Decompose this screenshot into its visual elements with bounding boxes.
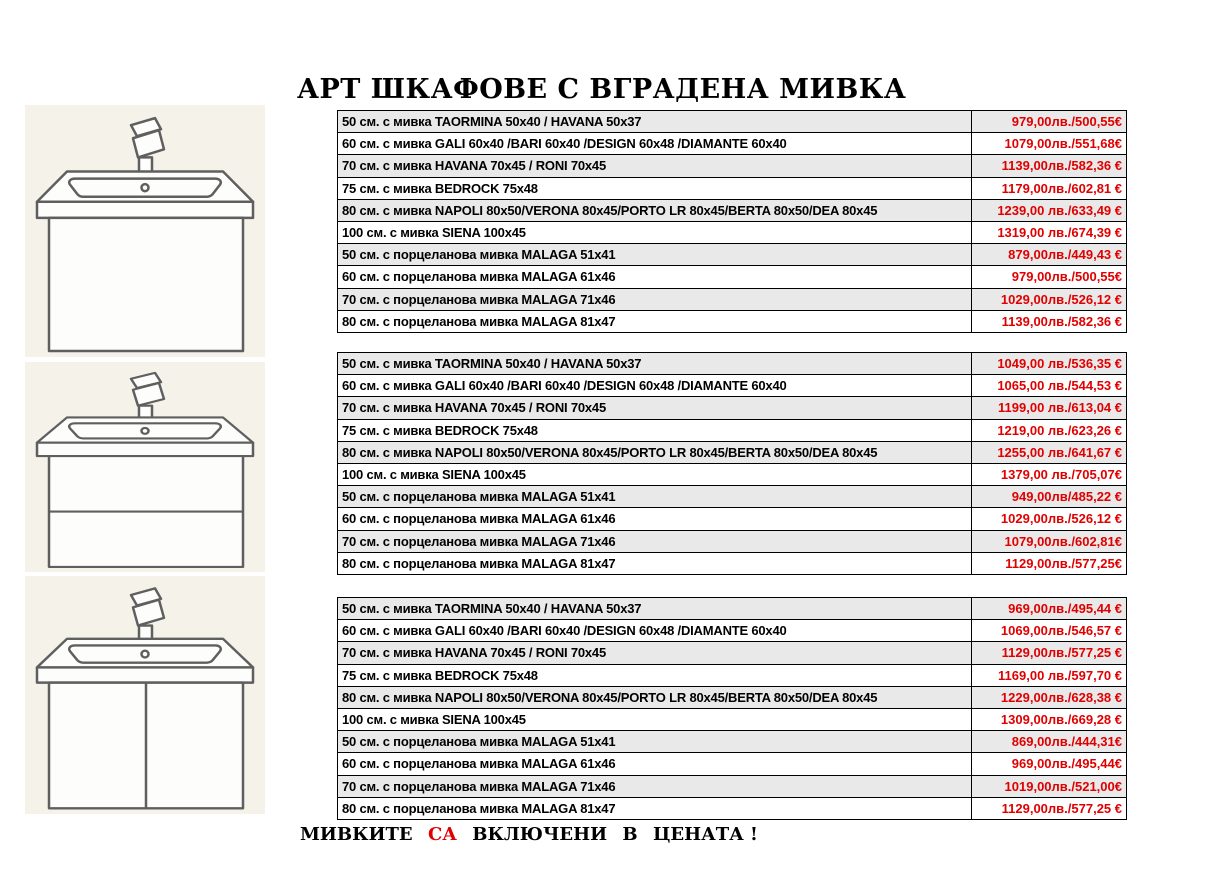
product-price: 1179,00лв./602,81 €: [972, 177, 1127, 199]
product-price: 1199,00 лв./613,04 €: [972, 397, 1127, 419]
product-label: 50 см. с мивка TAORMINA 50x40 / HAVANA 50x37: [338, 598, 972, 620]
product-label: 50 см. с мивка TAORMINA 50x40 / HAVANA 50x37: [338, 111, 972, 133]
product-price: 1069,00лв./546,57 €: [972, 620, 1127, 642]
table-row: [338, 775, 1127, 797]
product-label: 50 см. с порцеланова мивка MALAGA 51x41: [338, 731, 972, 753]
overflow-hole: [142, 428, 149, 434]
table-row: [338, 375, 1127, 397]
overflow-hole: [142, 651, 149, 658]
table-row: [338, 753, 1127, 775]
product-label: 70 см. с порцеланова мивка MALAGA 71x46: [338, 775, 972, 797]
product-price: 1065,00 лв./544,53 €: [972, 375, 1127, 397]
table-row: [338, 177, 1127, 199]
product-price: 1169,00 лв./597,70 €: [972, 664, 1127, 686]
vanity-drawing-plain-front: [25, 105, 265, 357]
product-label: 80 см. с мивка NAPOLI 80x50/VERONA 80x45/PORTO LR 80x45/BERTA 80x50/DEA 80x45: [338, 686, 972, 708]
product-label: 60 см. с мивка GALI 60x40 /BARI 60x40 /DESIGN 60x48 /DIAMANTE 60x40: [338, 133, 972, 155]
product-price: 969,00лв./495,44€: [972, 753, 1127, 775]
product-price: 1139,00лв./582,36 €: [972, 310, 1127, 332]
table-row: [338, 266, 1127, 288]
product-price: 1019,00лв./521,00€: [972, 775, 1127, 797]
table-row: [338, 199, 1127, 221]
product-label: 75 см. с мивка BEDROCK 75x48: [338, 664, 972, 686]
footer-word: В: [622, 824, 638, 845]
product-label: 80 см. с порцеланова мивка MALAGA 81x47: [338, 552, 972, 574]
product-price: 1079,00лв./602,81€: [972, 530, 1127, 552]
product-label: 60 см. с порцеланова мивка MALAGA 61x46: [338, 508, 972, 530]
sink-front-edge: [37, 443, 253, 456]
vanity-drawing-two-doors: [25, 576, 265, 814]
table-row: [338, 797, 1127, 819]
table-row: [338, 642, 1127, 664]
product-price: 979,00лв./500,55€: [972, 266, 1127, 288]
table-row: [338, 288, 1127, 310]
product-price: 1129,00лв./577,25 €: [972, 797, 1127, 819]
product-label: 100 см. с мивка SIENA 100x45: [338, 221, 972, 243]
sink-front-edge: [37, 202, 253, 218]
product-price: 1319,00 лв./674,39 €: [972, 221, 1127, 243]
vanity-cabinet-two-doors-image: [25, 576, 265, 814]
table-row: [338, 598, 1127, 620]
product-label: 75 см. с мивка BEDROCK 75x48: [338, 419, 972, 441]
price-table-style-1: [337, 110, 1127, 333]
product-label: 70 см. с мивка HAVANA 70x45 / RONI 70x45: [338, 642, 972, 664]
footer-word: СА: [427, 824, 457, 845]
product-label: 100 см. с мивка SIENA 100x45: [338, 463, 972, 485]
product-label: 100 см. с мивка SIENA 100x45: [338, 708, 972, 730]
product-label: 80 см. с мивка NAPOLI 80x50/VERONA 80x45/PORTO LR 80x45/BERTA 80x50/DEA 80x45: [338, 199, 972, 221]
price-table-style-3: [337, 597, 1127, 820]
table-row: [338, 221, 1127, 243]
product-price: 1139,00лв./582,36 €: [972, 155, 1127, 177]
product-price: 1379,00 лв./705,07€: [972, 463, 1127, 485]
product-label: 60 см. с мивка GALI 60x40 /BARI 60x40 /DESIGN 60x48 /DIAMANTE 60x40: [338, 375, 972, 397]
product-price: 1239,00 лв./633,49 €: [972, 199, 1127, 221]
product-label: 70 см. с порцеланова мивка MALAGA 71x46: [338, 530, 972, 552]
table-row: [338, 664, 1127, 686]
product-label: 50 см. с порцеланова мивка MALAGA 51x41: [338, 486, 972, 508]
product-price: 1309,00лв./669,28 €: [972, 708, 1127, 730]
footer-word: МИВКИТЕ: [300, 824, 413, 845]
overflow-hole: [142, 184, 149, 191]
table-row: [338, 353, 1127, 375]
table-row: [338, 620, 1127, 642]
product-label: 60 см. с порцеланова мивка MALAGA 61x46: [338, 753, 972, 775]
table-row: [338, 530, 1127, 552]
product-price: 1029,00лв./526,12 €: [972, 288, 1127, 310]
product-price: 1129,00лв./577,25€: [972, 552, 1127, 574]
product-label: 60 см. с порцеланова мивка MALAGA 61x46: [338, 266, 972, 288]
price-table-style-2: [337, 352, 1127, 575]
product-price: 1229,00лв./628,38 €: [972, 686, 1127, 708]
table-row: [338, 463, 1127, 485]
product-price: 969,00лв./495,44 €: [972, 598, 1127, 620]
table-row: [338, 111, 1127, 133]
sink-front-edge: [37, 667, 253, 682]
table-row: [338, 133, 1127, 155]
product-label: 75 см. с мивка BEDROCK 75x48: [338, 177, 972, 199]
table-row: [338, 486, 1127, 508]
product-label: 80 см. с порцеланова мивка MALAGA 81x47: [338, 797, 972, 819]
table-row: [338, 310, 1127, 332]
product-price: 979,00лв./500,55€: [972, 111, 1127, 133]
product-price: 1129,00лв./577,25 €: [972, 642, 1127, 664]
table-row: [338, 552, 1127, 574]
table-row: [338, 419, 1127, 441]
table-row: [338, 155, 1127, 177]
table-row: [338, 508, 1127, 530]
product-label: 50 см. с мивка TAORMINA 50x40 / HAVANA 50x37: [338, 353, 972, 375]
product-label: 70 см. с мивка HAVANA 70x45 / RONI 70x45: [338, 397, 972, 419]
product-label: 80 см. с порцеланова мивка MALAGA 81x47: [338, 310, 972, 332]
footer-word: ВКЛЮЧЕНИ: [472, 824, 608, 845]
product-label: 50 см. с порцеланова мивка MALAGA 51x41: [338, 244, 972, 266]
cabinet-body: [49, 218, 243, 351]
product-label: 70 см. с порцеланова мивка MALAGA 71x46: [338, 288, 972, 310]
vanity-cabinet-plain-front-image: [25, 105, 265, 357]
table-row: [338, 244, 1127, 266]
product-price: 869,00лв./444,31€: [972, 731, 1127, 753]
page-title: АРТ ШКАФОВЕ С ВГРАДЕНА МИВКА: [297, 74, 907, 105]
product-price: 1219,00 лв./623,26 €: [972, 419, 1127, 441]
product-price: 1029,00лв./526,12 €: [972, 508, 1127, 530]
product-label: 80 см. с мивка NAPOLI 80x50/VERONA 80x45/PORTO LR 80x45/BERTA 80x50/DEA 80x45: [338, 441, 972, 463]
table-row: [338, 397, 1127, 419]
table-row: [338, 708, 1127, 730]
product-price: 949,00лв/485,22 €: [972, 486, 1127, 508]
footer-note: [300, 824, 758, 845]
table-row: [338, 686, 1127, 708]
product-label: 60 см. с мивка GALI 60x40 /BARI 60x40 /DESIGN 60x48 /DIAMANTE 60x40: [338, 620, 972, 642]
product-price: 879,00лв./449,43 €: [972, 244, 1127, 266]
product-price: 1079,00лв./551,68€: [972, 133, 1127, 155]
product-label: 70 см. с мивка HAVANA 70x45 / RONI 70x45: [338, 155, 972, 177]
table-row: [338, 441, 1127, 463]
table-row: [338, 731, 1127, 753]
vanity-drawing-two-drawers: [25, 362, 265, 572]
product-price: 1049,00 лв./536,35 €: [972, 353, 1127, 375]
product-price: 1255,00 лв./641,67 €: [972, 441, 1127, 463]
vanity-cabinet-two-drawers-image: [25, 362, 265, 572]
footer-word: ЦЕНАТА !: [652, 824, 758, 845]
